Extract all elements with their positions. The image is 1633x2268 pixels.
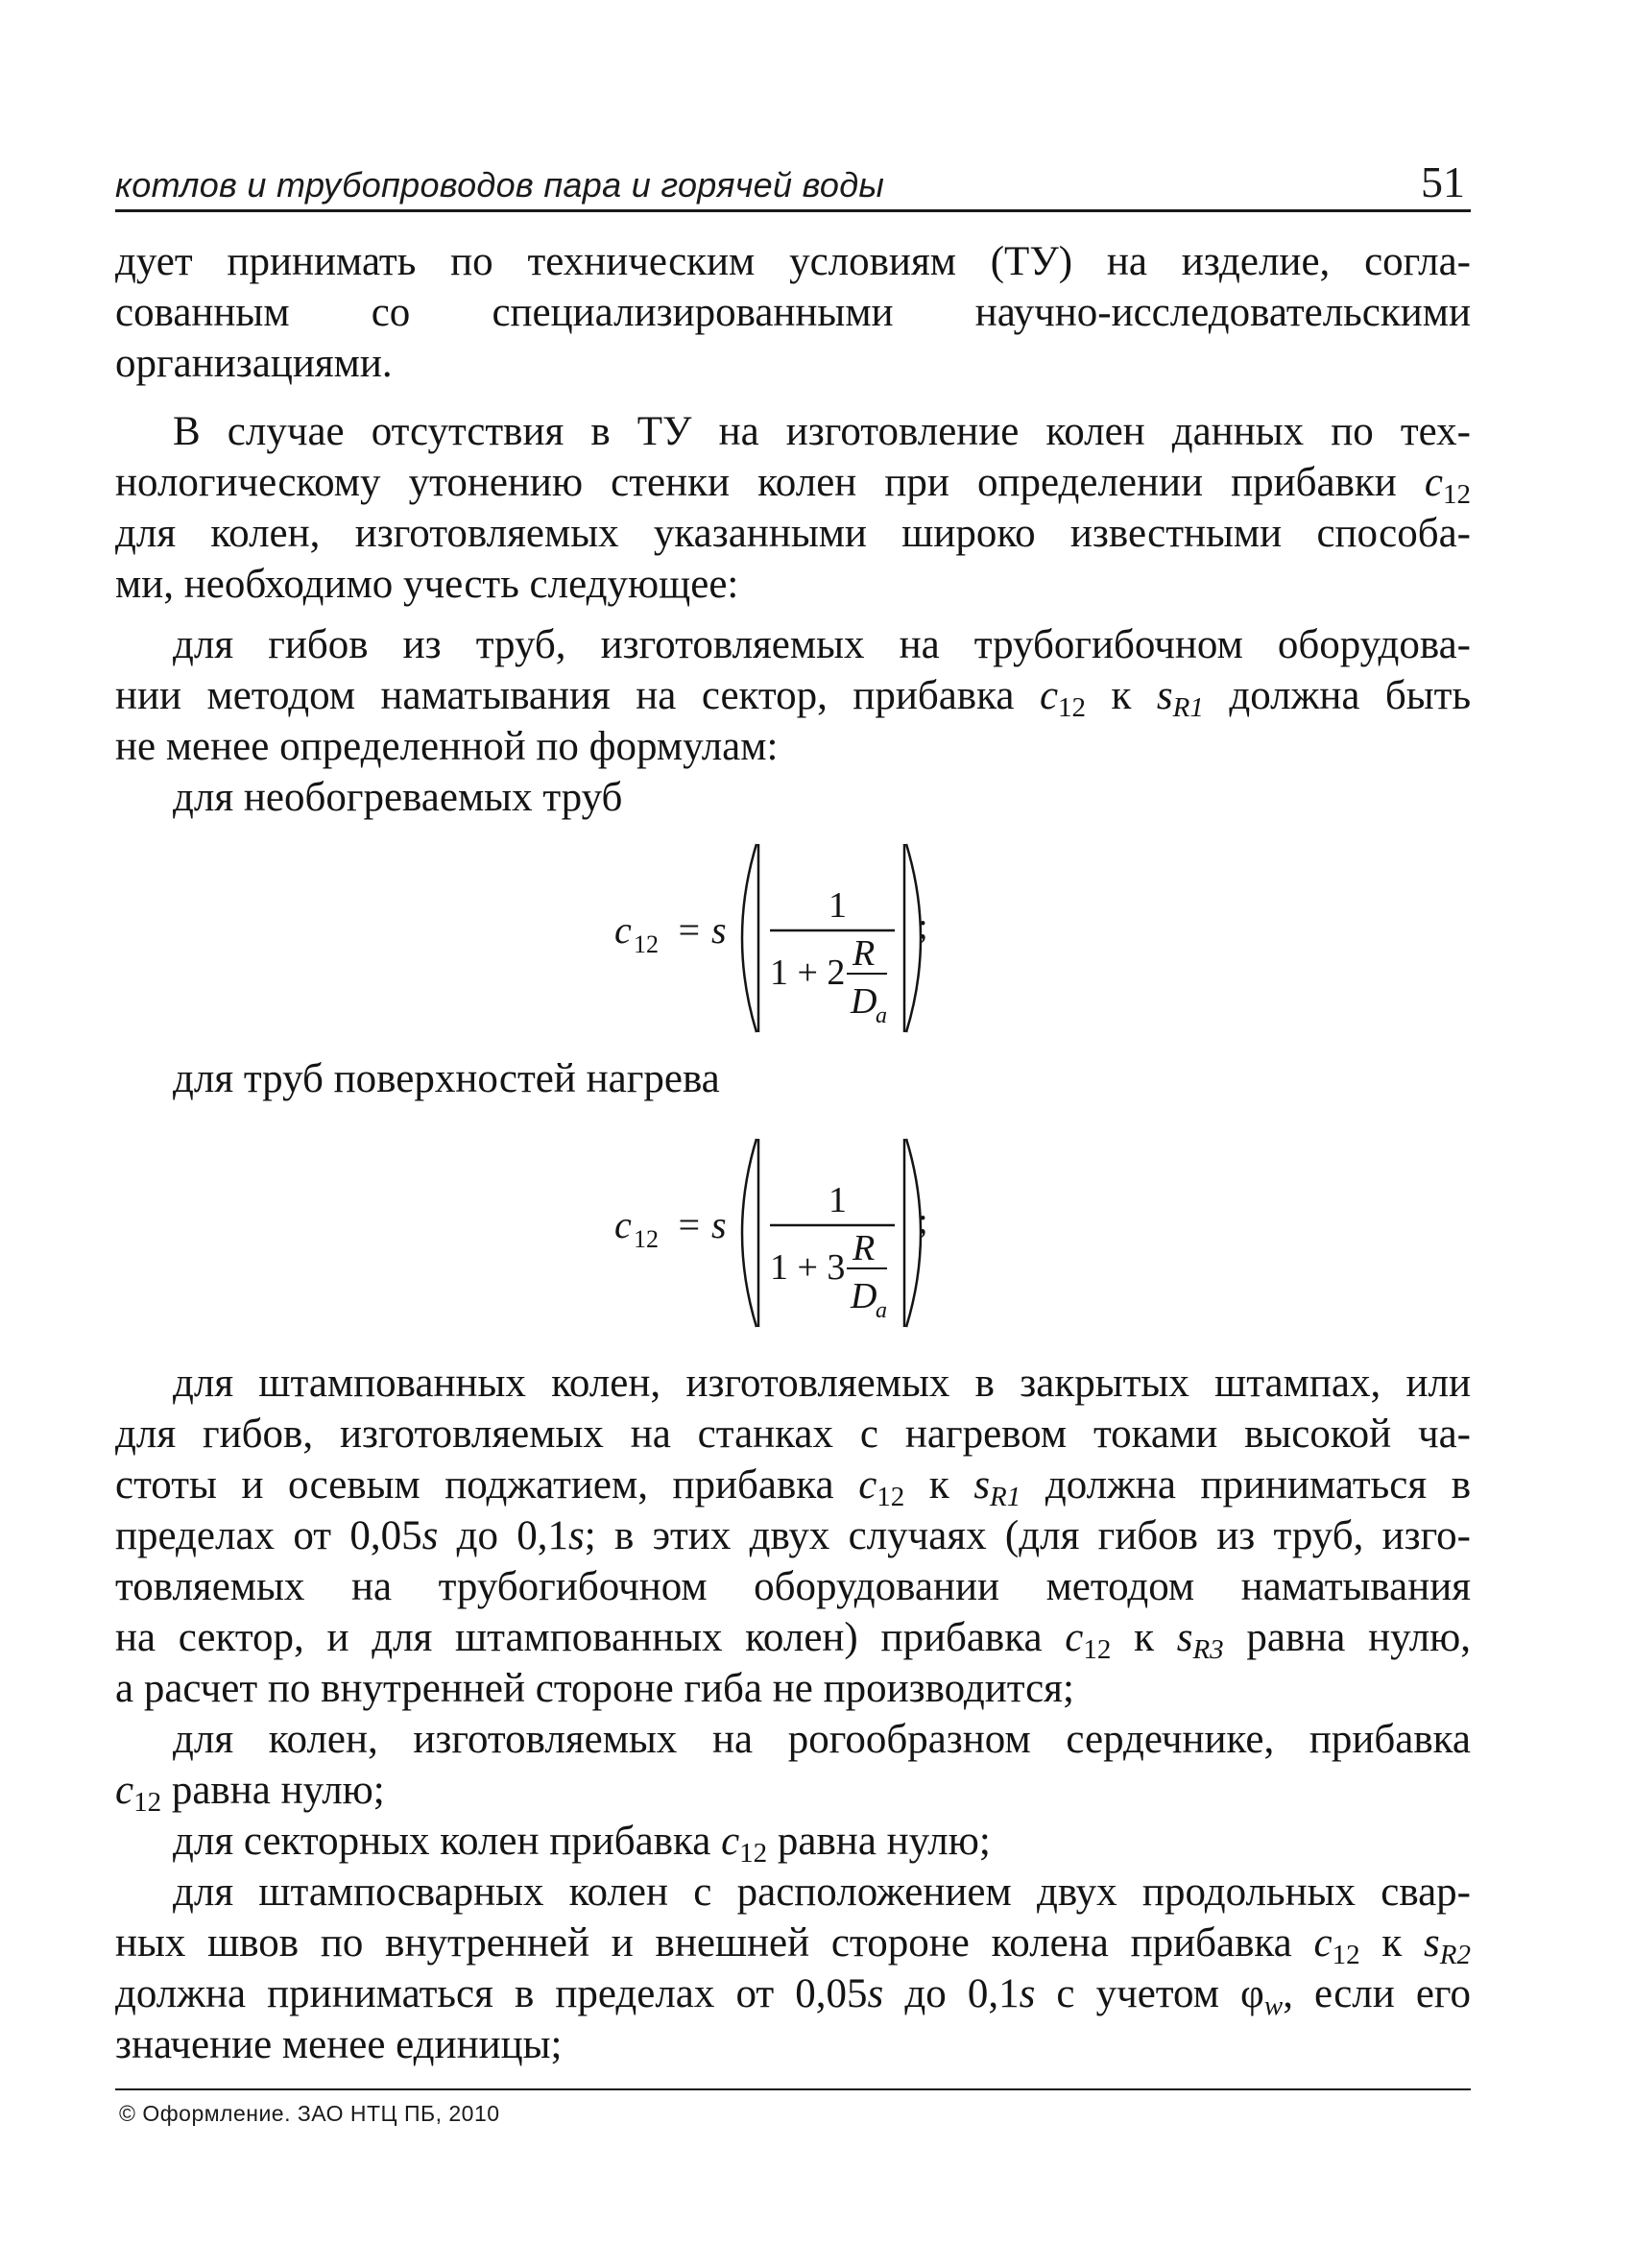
text-line: а расчет по внутренней стороне гиба не производится; <box>115 1666 1074 1711</box>
text-line: для колен, изготовляемых указанными широко известными способа- <box>115 511 1471 556</box>
spacer <box>115 610 1471 619</box>
text-line: $c_{12}$ равна нулю; <box>115 1768 385 1816</box>
left-parenthesis <box>742 844 756 1032</box>
text-line: пределах от 0,05s до 0,1s; в этих двух случаях (для гибов из труб, изго- <box>115 1513 1471 1558</box>
formula-r: R <box>853 1228 876 1268</box>
formula-semicolon: ; <box>918 906 928 947</box>
text-line: для гибов из труб, изготовляемых на трубогибочном оборудова- <box>173 622 1471 667</box>
text-line: для необогреваемых труб <box>173 775 623 820</box>
text-line: значение менее единицы; <box>115 2022 563 2067</box>
formula-numerator: 1 <box>829 1180 847 1220</box>
text-line: для гибов, изготовляемых на станках с нагревом токами высокой ча- <box>115 1411 1471 1457</box>
text-line: не менее определенной по формулам: <box>115 724 779 769</box>
footer-divider <box>115 2088 1471 2090</box>
text-line: нии методом наматывания на сектор, прибавка $c_{12}$ к $s_{R1}$ должна быть <box>115 673 1471 721</box>
paragraph-horn-mandrel <box>115 1714 1471 1816</box>
formula-d-subscript: a <box>876 1003 887 1028</box>
running-header-title: котлов и трубопроводов пара и горячей воды <box>115 165 885 205</box>
text-line: для штампованных колен, изготовляемых в закрытых штампах, или <box>173 1361 1471 1406</box>
header-divider <box>115 209 1471 212</box>
formula-lhs: c <box>614 908 632 952</box>
formula-numerator: 1 <box>829 885 847 926</box>
text-line: организациями. <box>115 341 393 386</box>
formula-d: D <box>851 1276 877 1316</box>
text-line: на сектор, и для штампованных колен) прибавка $c_{12}$ к $s_{R3}$ равна нулю, <box>115 1615 1471 1663</box>
formula-lhs: c <box>614 1203 632 1246</box>
formula-d: D <box>851 981 877 1022</box>
text-line: для колен, изготовляемых на рогообразном сердечнике, прибавка <box>173 1717 1471 1762</box>
page-number: 51 <box>1421 157 1465 206</box>
formula-heating-surface-pipes <box>115 1118 1471 1348</box>
formula-d-subscript: a <box>876 1298 887 1323</box>
formula-equals-s: = s <box>676 908 727 952</box>
text-line: ми, необходимо учесть следующее: <box>115 562 739 607</box>
formula-semicolon: ; <box>918 1201 928 1242</box>
formula-lhs-subscript: 12 <box>634 1225 659 1253</box>
text-line: дует принимать по техническим условиям (ТУ) на изделие, согла- <box>115 239 1471 284</box>
formula-denominator-constant: 1 + 3 <box>770 1247 846 1288</box>
paragraph-tu <box>115 236 1471 389</box>
text-line: ных швов по внутренней и внешней стороне колена прибавка $c_{12}$ к $s_{R2}$ <box>115 1920 1471 1968</box>
paragraph-bends-winding <box>115 619 1471 823</box>
formula-2-svg <box>614 1118 1152 1348</box>
paragraph-stamped-bends <box>115 1358 1471 1714</box>
document-body <box>115 236 1471 2070</box>
formula-lhs-subscript: 12 <box>634 930 659 958</box>
text-line: товляемых на трубогибочном оборудовании методом наматывания <box>115 1564 1471 1609</box>
formula-1-svg <box>614 823 1152 1053</box>
formula-equals-s: = s <box>676 1203 727 1246</box>
paragraph-sector-bends: для секторных колен прибавка $c_{12}$ равна нулю; <box>173 1819 991 1867</box>
text-line: для штампосварных колен с расположением двух продольных свар- <box>173 1870 1471 1915</box>
paragraph-stamp-welded-bends <box>115 1867 1471 2070</box>
text-line: стоты и осевым поджатием, прибавка $c_{12}$ к $s_{R1}$ должна приниматься в <box>115 1462 1471 1510</box>
text-line: должна приниматься в пределах от 0,05s до 0,1s с учетом $\varphi_w$, если его <box>115 1971 1471 2019</box>
spacer <box>115 1104 1471 1118</box>
text-line: сованным со специализированными научно-исследовательскими <box>115 290 1471 335</box>
text-line: для труб поверхностей нагрева <box>173 1056 720 1101</box>
formula-r: R <box>853 933 876 974</box>
text-line: В случае отсутствия в ТУ на изготовление колен данных по тех- <box>173 409 1471 454</box>
spacer <box>115 1348 1471 1358</box>
formula-denominator-constant: 1 + 2 <box>770 953 846 993</box>
footer-copyright: © Оформление. ЗАО НТЦ ПБ, 2010 <box>119 2101 500 2126</box>
left-parenthesis <box>742 1139 756 1327</box>
spacer <box>115 389 1471 406</box>
text-line: нологическому утонению стенки колен при определении прибавки $c_{12}$ <box>115 460 1471 508</box>
paragraph-absence-in-tu <box>115 406 1471 610</box>
formula-unheated-pipes <box>115 823 1471 1053</box>
